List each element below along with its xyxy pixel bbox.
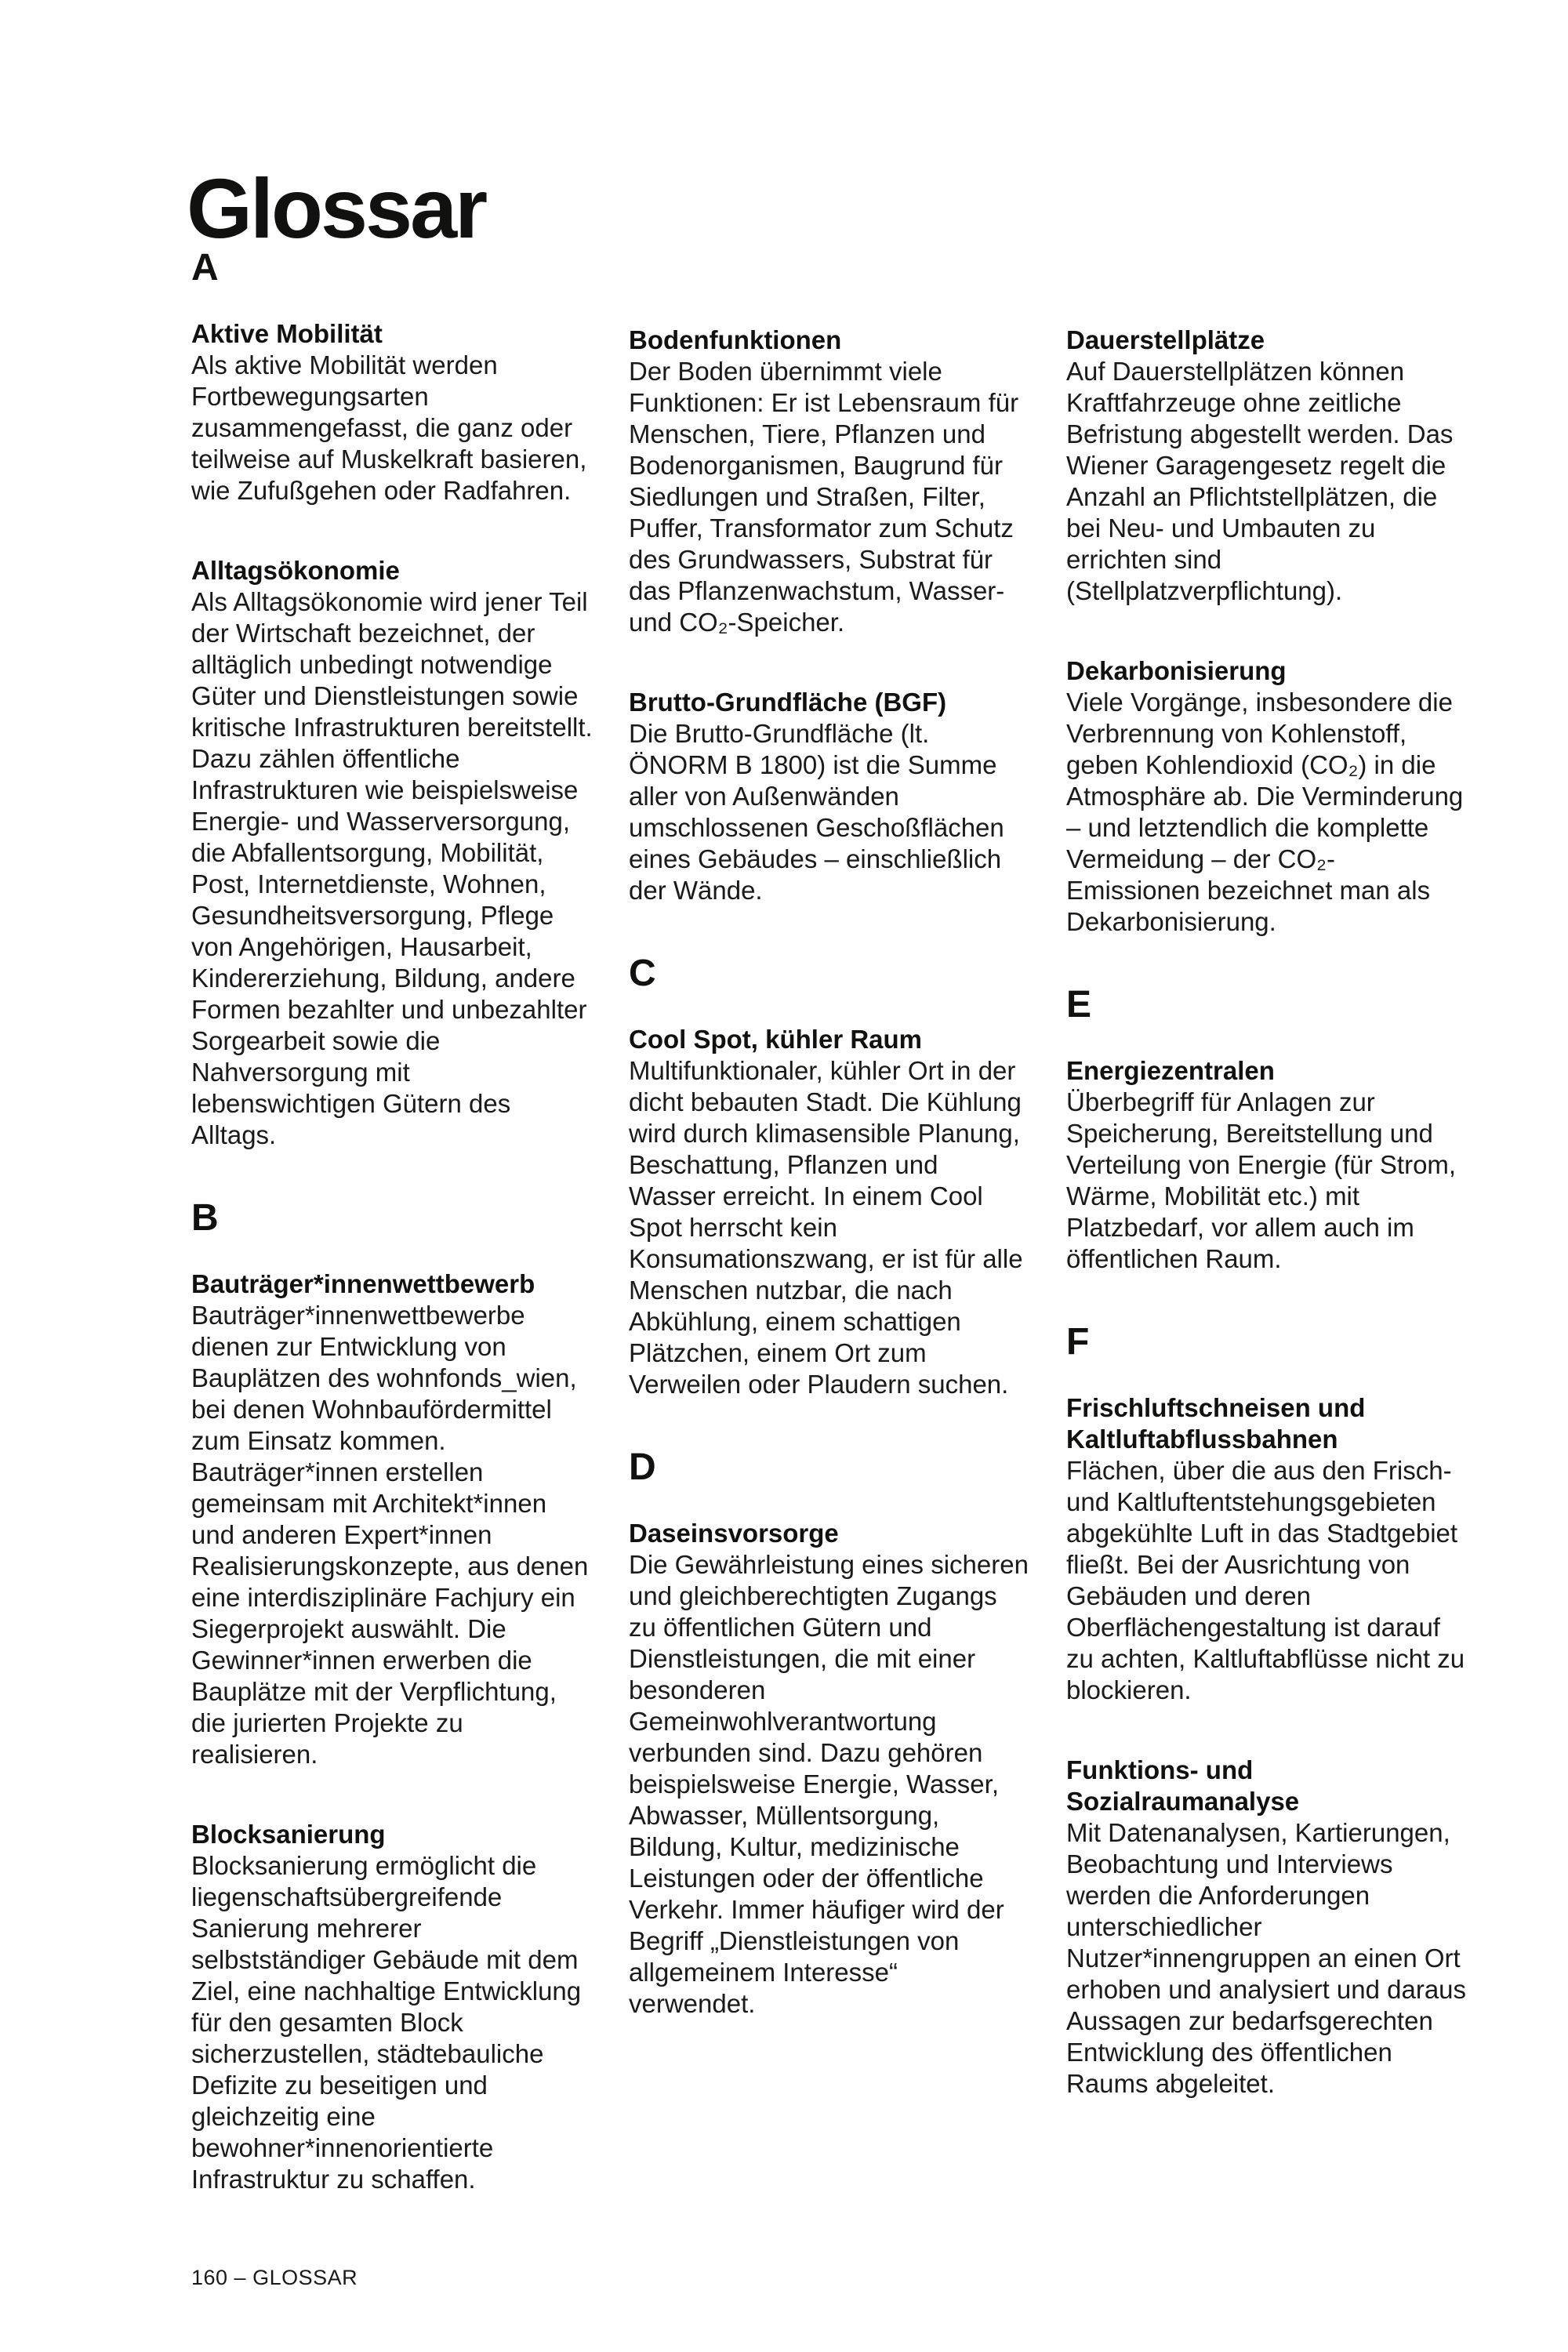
section-letter-f: F: [1066, 1321, 1090, 1363]
glossary-entry: [629, 1518, 1030, 2020]
glossary-entry: [1066, 1392, 1468, 1706]
glossary-definition: Flächen, über die aus den Frisch- und Kaltluftentstehungsgebieten abgekühlte Luft in das Stadtgebiet fließt. Bei der Ausrichtung von Gebäuden und deren Oberflächengestaltung ist darauf zu achten, Kaltluftabflüsse nicht zu blockieren.: [1066, 1456, 1465, 1704]
glossary-term: Daseinsvorsorge: [629, 1519, 839, 1548]
glossary-term: Aktive Mobilität: [191, 319, 383, 348]
glossary-definition: Viele Vorgänge, insbesondere die Verbrennung von Kohlenstoff, geben Kohlendioxid (CO₂) in die Atmosphäre ab. Die Verminderung – und letztendlich die komplette Vermeidung – der CO₂-Emissionen bezeichnet man als Dekarbonisierung.: [1066, 688, 1464, 936]
glossary-entry: [191, 318, 593, 506]
glossary-entry: [629, 1024, 1030, 1400]
glossary-definition: Überbegriff für Anlagen zur Speicherung, Bereitstellung und Verteilung von Energie (für Strom, Wärme, Mobilität etc.) mit Platzbedarf, vor allem auch im öffentlichen Raum.: [1066, 1087, 1457, 1273]
glossary-definition: Mit Datenanalysen, Kartierungen, Beobachtung und Interviews werden die Anforderungen unterschiedlicher Nutzer*innengruppen an einen Ort erhoben und analysiert und daraus Aussagen zur bedarfsgerechten Entwicklung des öffentlichen Raums abgeleitet.: [1066, 1818, 1467, 2098]
glossary-entry: [191, 1269, 593, 1770]
glossary-definition: Die Gewährleistung eines sicheren und gleichberechtigten Zugangs zu öffentlichen Gütern und Dienstleistungen, die mit einer besonderen Gemeinwohlverantwortung verbunden sind. Dazu gehören beispielsweise Energie, Wasser, Abwasser, Müllentsorgung, Bildung, Kultur, medizinische Leistungen oder der öffentliche Verkehr. Immer häufiger wird der Begriff „Dienstleistungen von allgemeinem Interesse“ verwendet.: [629, 1550, 1029, 2018]
page-title: Glossar: [187, 161, 486, 256]
glossary-term: Dauerstellplätze: [1066, 325, 1265, 354]
glossary-definition: Der Boden übernimmt viele Funktionen: Er ist Lebensraum für Menschen, Tiere, Pflanzen und Bodenorganismen, Baugrund für Siedlungen und Straßen, Filter, Puffer, Transformator zum Schutz des Grundwassers, Substrat für das Pflanzenwachstum, Wasser- und CO₂-Speicher.: [629, 357, 1019, 637]
section-letter-d: D: [629, 1446, 656, 1488]
glossary-term: Bauträger*innenwettbewerb: [191, 1269, 535, 1298]
section-letter-a: A: [191, 247, 219, 289]
glossary-term: Brutto-Grundfläche (BGF): [629, 688, 947, 717]
glossary-term: Bodenfunktionen: [629, 325, 842, 354]
glossary-term: Alltagsökonomie: [191, 556, 400, 585]
glossary-definition: Als Alltagsökonomie wird jener Teil der Wirtschaft bezeichnet, der alltäglich unbedingt notwendige Güter und Dienstleistungen sowie kritische Infrastrukturen bereitstellt. Dazu zählen öffentliche Infrastrukturen wie beispielsweise Energie- und Wasserversorgung, die Abfallentsorgung, Mobilität, Post, Internetdienste, Wohnen, Gesundheitsversorgung, Pflege von Angehörigen, Hausarbeit, Kindererziehung, Bildung, andere Formen bezahlter und unbezahlter Sorgearbeit sowie die Nahversorgung mit lebenswichtigen Gütern des Alltags.: [191, 587, 593, 1149]
glossary-term: Energiezentralen: [1066, 1056, 1275, 1085]
glossary-definition: Die Brutto-Grundfläche (lt. ÖNORM B 1800) ist die Summe aller von Außenwänden umschlossenen Geschoßflächen eines Gebäudes – einschließlich der Wände.: [629, 719, 1004, 905]
glossary-term: Funktions- und Sozialraumanalyse: [1066, 1755, 1300, 1816]
glossary-entry: [191, 1819, 593, 2195]
column-middle: [629, 249, 1030, 2068]
glossary-term: Frischluftschneisen und Kaltluftabflussbahnen: [1066, 1393, 1366, 1454]
glossary-term: Blocksanierung: [191, 1820, 386, 1849]
glossary-definition: Multifunktionaler, kühler Ort in der dicht bebauten Stadt. Die Kühlung wird durch klimasensible Planung, Beschattung, Pflanzen und Wasser erreicht. In einem Cool Spot herrscht kein Konsumationszwang, er ist für alle Menschen nutzbar, die nach Abkühlung, einem schattigen Plätzchen, einem Ort zum Verweilen oder Plaudern suchen.: [629, 1056, 1023, 1399]
glossary-entry: [629, 687, 1030, 906]
glossary-entry: [629, 325, 1030, 638]
section-letter-c: C: [629, 953, 656, 994]
glossary-term: Dekarbonisierung: [1066, 656, 1287, 685]
glossary-entry: [1066, 655, 1468, 938]
glossary-definition: Auf Dauerstellplätzen können Kraftfahrzeuge ohne zeitliche Befristung abgestellt werden. Das Wiener Garagengesetz regelt die Anzahl an Pflichtstellplätzen, die bei Neu- und Umbauten zu errichten sind (Stellplatzverpflichtung).: [1066, 357, 1454, 605]
glossary-definition: Bauträger*innenwettbewerbe dienen zur Entwicklung von Bauplätzen des wohnfonds_wien, bei denen Wohnbaufördermittel zum Einsatz kommen. Bauträger*innen erstellen gemeinsam mit Architekt*innen und anderen Expert*innen Realisierungskonzepte, aus denen eine interdisziplinäre Fachjury ein Siegerprojekt auswählt. Die Gewinner*innen erwerben die Bauplätze mit der Verpflichtung, die jurierten Projekte zu realisieren.: [191, 1301, 589, 1769]
section-letter-b: B: [191, 1197, 219, 1239]
column-right: [1066, 249, 1468, 2148]
glossary-entry: [1066, 325, 1468, 607]
glossary-entry: [1066, 1055, 1468, 1275]
column-left: [191, 249, 593, 2244]
glossary-term: Cool Spot, kühler Raum: [629, 1025, 923, 1054]
section-letter-e: E: [1066, 984, 1092, 1025]
glossary-definition: Als aktive Mobilität werden Fortbewegungsarten zusammengefasst, die ganz oder teilweise auf Muskelkraft basieren, wie Zufußgehen oder Radfahren.: [191, 350, 587, 505]
page-footer: 160 – GLOSSAR: [191, 2266, 358, 2289]
glossary-entry: [191, 555, 593, 1151]
glossary-definition: Blocksanierung ermöglicht die liegenschaftsübergreifende Sanierung mehrerer selbstständiger Gebäude mit dem Ziel, eine nachhaltige Entwicklung für den gesamten Block sicherzustellen, städtebauliche Defizite zu beseitigen und gleichzeitig eine bewohner*innenorientierte Infrastruktur zu schaffen.: [191, 1851, 582, 2194]
glossary-entry: [1066, 1755, 1468, 2100]
